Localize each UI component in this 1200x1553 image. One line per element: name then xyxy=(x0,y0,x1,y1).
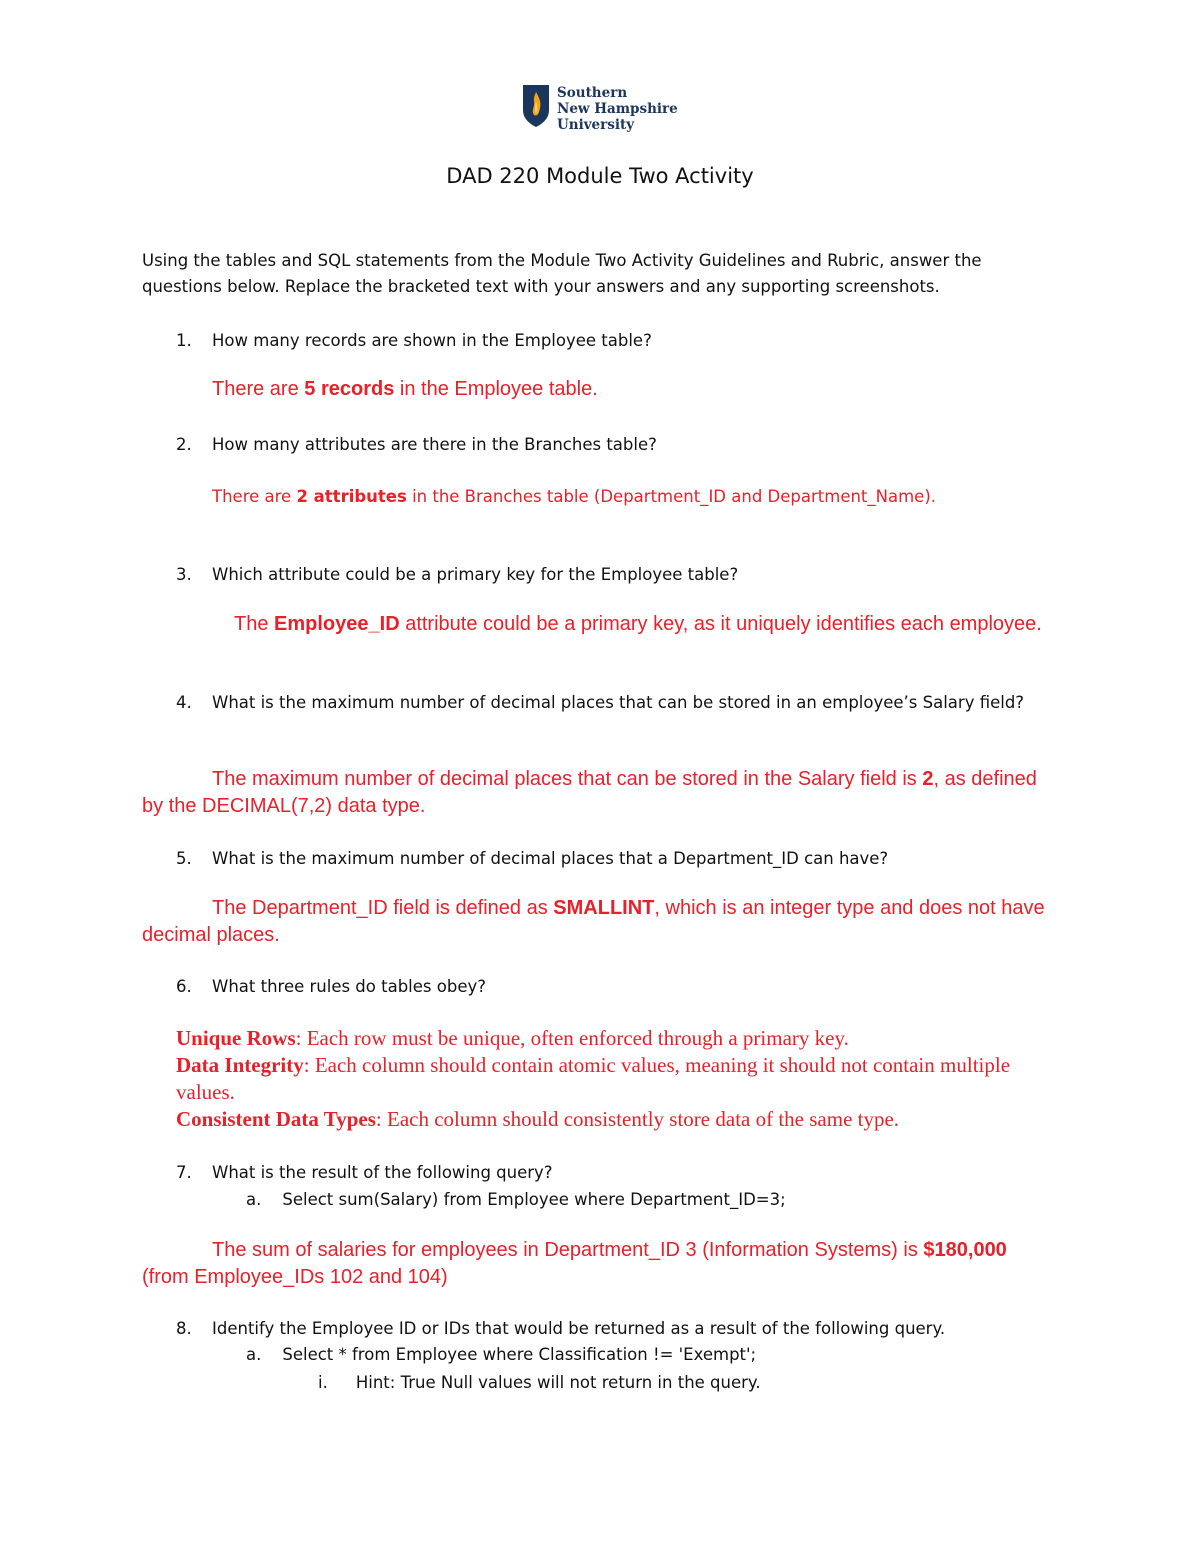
question-8-hint: i. Hint: True Null values will not return in the query. xyxy=(318,1373,761,1392)
question-3 xyxy=(176,562,1056,588)
question-number: 6. xyxy=(176,977,192,996)
question-8 xyxy=(176,1316,1056,1342)
question-7 xyxy=(176,1160,1056,1186)
university-logo xyxy=(522,84,678,133)
question-text: What is the maximum number of decimal places that a Department_ID can have? xyxy=(212,849,889,868)
page-title: DAD 220 Module Two Activity xyxy=(446,164,754,188)
question-text: Which attribute could be a primary key for the Employee table? xyxy=(212,565,739,584)
question-2 xyxy=(176,432,1056,458)
answer-4: The maximum number of decimal places that can be stored in the Salary field is 2, as defined by the DECIMAL(7,2) data type. xyxy=(142,768,1037,817)
question-number: 4. xyxy=(176,693,192,712)
question-text: How many records are shown in the Employee table? xyxy=(212,331,652,350)
answer-2: There are 2 attributes in the Branches table (Department_ID and Department_Name). xyxy=(212,487,937,506)
question-text: What is the result of the following query? xyxy=(212,1163,553,1182)
question-4 xyxy=(176,690,1036,716)
shield-flame-icon xyxy=(522,84,550,128)
question-text: How many attributes are there in the Branches table? xyxy=(212,435,657,454)
question-number: 5. xyxy=(176,849,192,868)
question-text: Identify the Employee ID or IDs that would be returned as a result of the following query. xyxy=(212,1319,946,1338)
logo-line: New Hampshire xyxy=(557,101,678,117)
question-number: 3. xyxy=(176,565,192,584)
answer-5: The Department_ID field is defined as SMALLINT, which is an integer type and does not have decimal places. xyxy=(142,897,1045,946)
question-1 xyxy=(176,328,1056,354)
question-text: What three rules do tables obey? xyxy=(212,977,486,996)
answer-1: There are 5 records in the Employee table. xyxy=(212,378,598,400)
answer-6 xyxy=(176,1025,1056,1133)
question-number: 2. xyxy=(176,435,192,454)
question-5 xyxy=(176,846,1056,872)
question-6 xyxy=(176,974,1056,1000)
question-number: 1. xyxy=(176,331,192,350)
question-number: 8. xyxy=(176,1319,192,1338)
rule-item: Consistent Data Types: Each column should consistently store data of the same type. xyxy=(176,1107,900,1131)
rule-item: Unique Rows: Each row must be unique, often enforced through a primary key. xyxy=(176,1026,849,1050)
logo-line: Southern xyxy=(557,85,628,101)
rule-item: Data Integrity: Each column should contain atomic values, meaning it should not contain multiple values. xyxy=(176,1053,1011,1104)
answer-3: The Employee_ID attribute could be a primary key, as it uniquely identifies each employee. xyxy=(234,613,1042,635)
question-number: 7. xyxy=(176,1163,192,1182)
question-7-subitem: a. Select sum(Salary) from Employee where Department_ID=3; xyxy=(246,1190,786,1209)
logo-line: University xyxy=(557,117,635,133)
answer-7: The sum of salaries for employees in Department_ID 3 (Information Systems) is $180,000 (from Employee_IDs 102 and 104) xyxy=(142,1239,1007,1288)
question-8-subitem: a. Select * from Employee where Classification != 'Exempt'; xyxy=(246,1345,757,1364)
intro-paragraph: Using the tables and SQL statements from the Module Two Activity Guidelines and Rubric, answer the questions below. Replace the bracketed text with your answers and any supporting screenshots. xyxy=(142,251,982,296)
question-text: What is the maximum number of decimal places that can be stored in an employee’s Salary field? xyxy=(212,693,1025,712)
